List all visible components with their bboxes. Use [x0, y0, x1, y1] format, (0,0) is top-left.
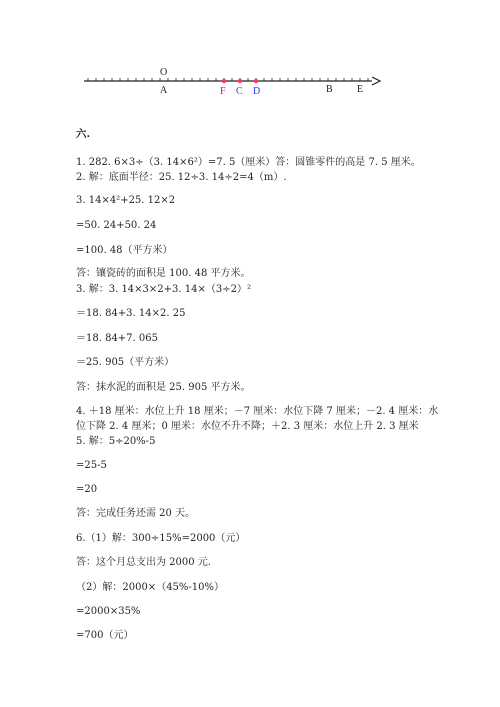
label-c: C — [236, 86, 243, 97]
label-o: O — [160, 67, 168, 78]
number-line — [0, 60, 500, 100]
text-line: 4. ＋18 厘米：水位上升 18 厘米；－7 厘米：水位下降 7 厘米；－2. 4 厘米：水 — [76, 406, 439, 417]
number-line-arrow-icon — [372, 77, 380, 85]
text-line: =100. 48（平方米） — [76, 245, 173, 256]
text-line: ＝25. 905（平方米） — [76, 357, 175, 368]
label-e: E — [357, 84, 364, 95]
label-d: D — [253, 86, 261, 97]
text-line: 答：镶瓷砖的面积是 100. 48 平方米。 — [76, 268, 251, 279]
label-b: B — [326, 84, 333, 95]
label-a: A — [160, 85, 168, 96]
label-f: F — [220, 86, 226, 97]
text-line: =20 — [76, 484, 98, 495]
point-c — [238, 79, 242, 83]
text-line: 2. 解：底面半径：25. 12÷3. 14÷2=4（m）. — [76, 172, 287, 183]
point-d — [254, 79, 258, 83]
text-line: 答：完成任务还需 20 天。 — [76, 508, 196, 519]
text-line: 1. 282. 6×3÷（3. 14×6²）=7. 5（厘米）答：圆锥零件的高是 7. 5 厘米。 — [76, 157, 421, 168]
text-line: 答：这个月总支出为 2000 元. — [76, 557, 211, 568]
text-line: 3. 14×4²+25. 12×2 — [76, 195, 176, 206]
text-line: =50. 24+50. 24 — [76, 220, 157, 231]
text-line: =700（元） — [76, 630, 134, 641]
section-title: 六. — [76, 128, 91, 140]
text-line: ＝18. 84+7. 065 — [76, 333, 158, 344]
text-line: 3. 解：3. 14×3×2+3. 14×（3÷2）² — [76, 284, 251, 295]
text-line: 6.（1）解：300÷15%=2000（元） — [76, 533, 246, 544]
point-f — [222, 79, 226, 83]
text-line: 答：抹水泥的面积是 25. 905 平方米。 — [76, 382, 251, 393]
text-line: =2000×35% — [76, 606, 141, 617]
text-line: 位下降 2. 4 厘米；0 厘米：水位不升不降；＋2. 3 厘米：水位上升 2. 3 厘米 — [76, 421, 419, 432]
text-line: ＝18. 84+3. 14×2. 25 — [76, 308, 186, 319]
text-line: （2）解：2000×（45%-10%） — [76, 582, 225, 593]
text-line: 5. 解：5÷20%-5 — [76, 436, 156, 447]
text-line: =25-5 — [76, 460, 107, 471]
